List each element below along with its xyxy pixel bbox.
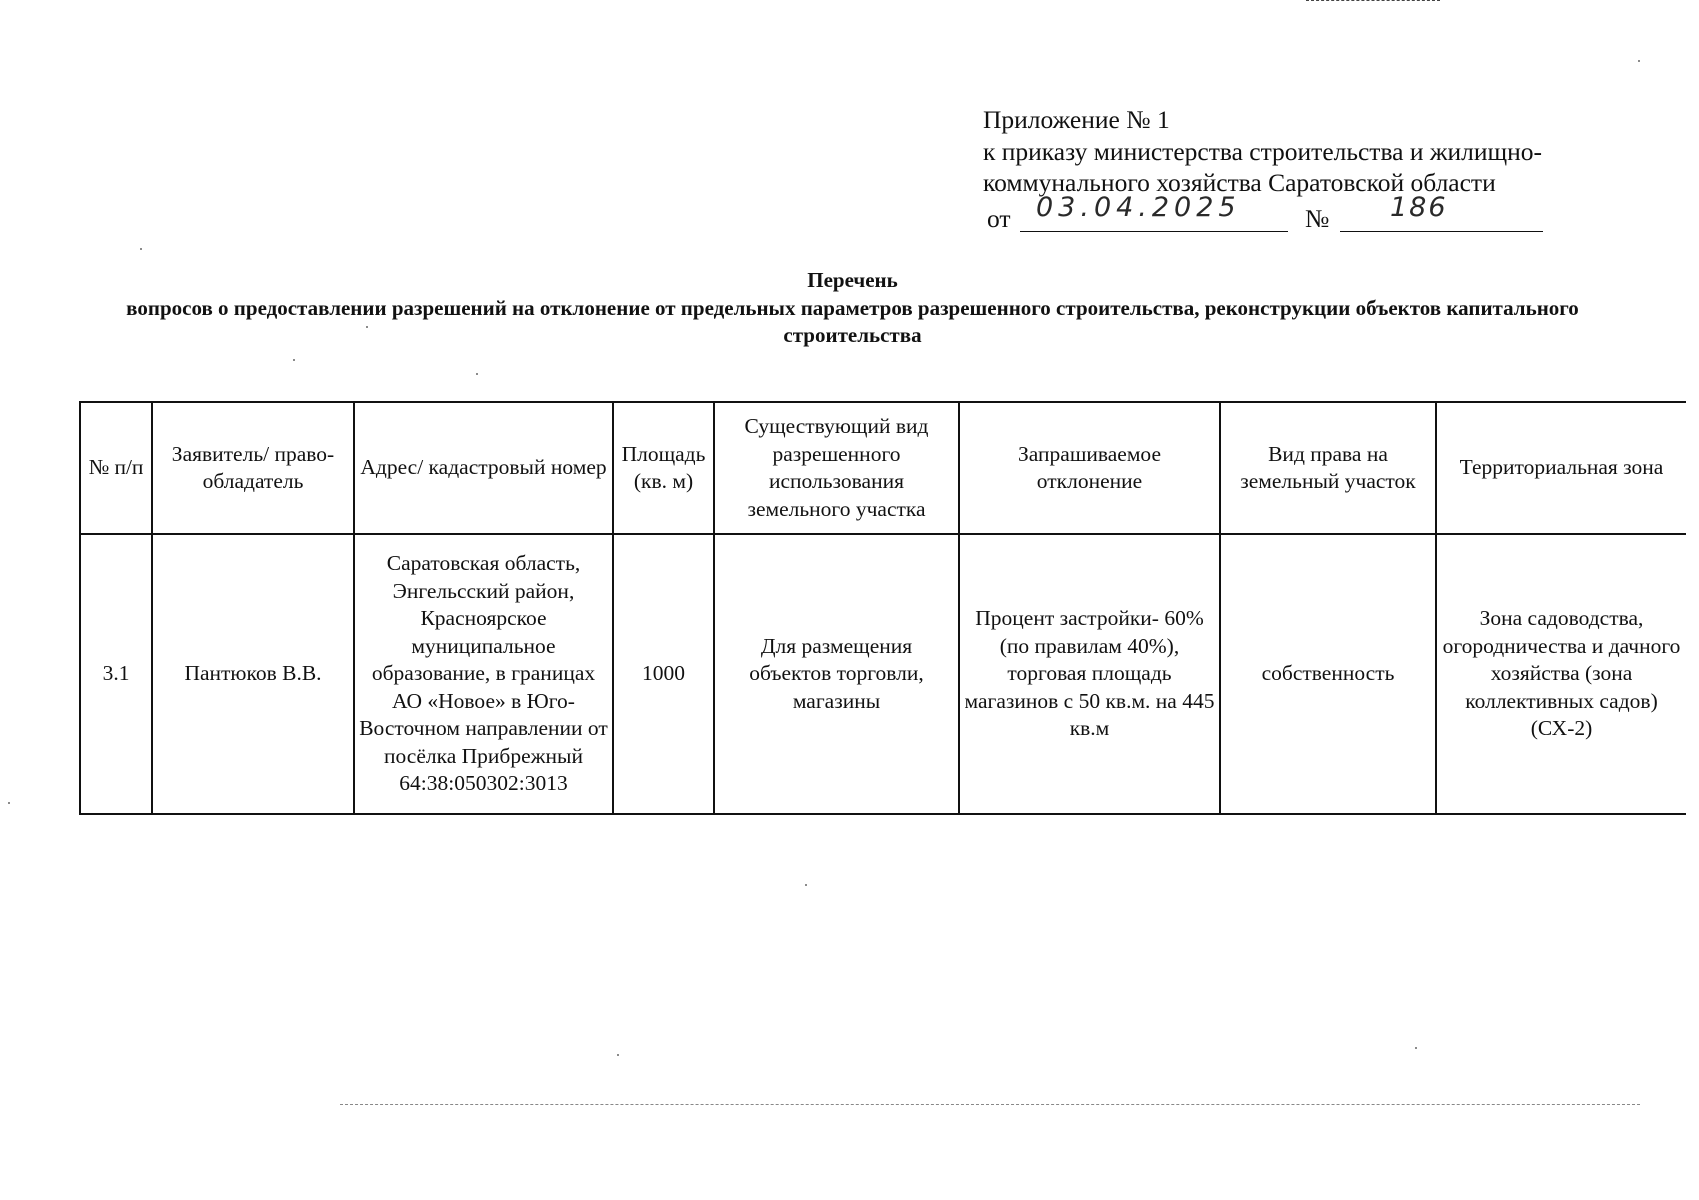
cell-area: 1000	[613, 534, 714, 814]
scan-speck	[1638, 60, 1640, 62]
scan-speck	[293, 359, 295, 361]
scan-speck	[8, 802, 10, 804]
cell-number: 3.1	[80, 534, 152, 814]
header-cell-zone: Территориальная зона	[1436, 402, 1686, 534]
appendix-line-3: коммунального хозяйства Саратовской области	[983, 168, 1496, 197]
scan-speck	[476, 373, 478, 375]
date-label: от	[987, 203, 1011, 233]
number-label: №	[1305, 203, 1330, 233]
cell-applicant: Пантюков В.В.	[152, 534, 354, 814]
table-header-row	[80, 402, 1686, 534]
appendix-header	[983, 104, 1623, 239]
scan-speck	[140, 248, 142, 250]
appendix-date-number-line	[983, 191, 1623, 239]
cell-address: Саратовская область, Энгельсский район, Красноярское муниципальное образование, в границах АО «Новое» в Юго-Восточном направлении от посёлка Прибрежный 64:38:050302:3013	[354, 534, 613, 814]
title-line-1: Перечень	[807, 268, 898, 292]
cell-zone: Зона садоводства, огородничества и дачного хозяйства (зона коллективных садов)(СХ-2)	[1436, 534, 1686, 814]
header-cell-right: Вид права на земельный участок	[1220, 402, 1436, 534]
table-row	[80, 534, 1686, 814]
header-cell-number: № п/п	[80, 402, 152, 534]
cell-deviation: Процент застройки- 60% (по правилам 40%), торговая площадь магазинов с 50 кв.м. на 445 кв.м	[959, 534, 1220, 814]
header-cell-existing-use: Существующий вид разрешенного использования земельного участка	[714, 402, 959, 534]
header-cell-applicant: Заявитель/ право-обладатель	[152, 402, 354, 534]
header-cell-address: Адрес/ кадастровый номер	[354, 402, 613, 534]
number-field	[1340, 191, 1543, 232]
handwritten-number: 186	[1390, 191, 1448, 223]
header-cell-deviation: Запрашиваемое отклонение	[959, 402, 1220, 534]
scan-speck	[1415, 1047, 1417, 1049]
scan-speck	[366, 326, 368, 328]
title-line-2: вопросов о предоставлении разрешений на отклонение от предельных параметров разрешенного строительства, реконструкции объектов капитального строительства	[126, 295, 1579, 347]
appendix-line-2: к приказу министерства строительства и жилищно-	[983, 136, 1543, 166]
header-cell-area: Площадь (кв. м)	[613, 402, 714, 534]
requests-table	[79, 401, 1686, 815]
document-title	[80, 267, 1625, 350]
cell-right: собственность	[1220, 534, 1436, 814]
scan-speck	[805, 884, 807, 886]
cell-existing-use: Для размещения объектов торговли, магазины	[714, 534, 959, 814]
appendix-title: Приложение № 1	[983, 105, 1170, 134]
handwritten-date: 03.04.2025	[1036, 191, 1241, 223]
date-field	[1020, 191, 1288, 232]
scan-dashed-line	[340, 1104, 1640, 1106]
scan-speck	[617, 1054, 619, 1056]
scan-edge-mark	[1306, 0, 1440, 2]
